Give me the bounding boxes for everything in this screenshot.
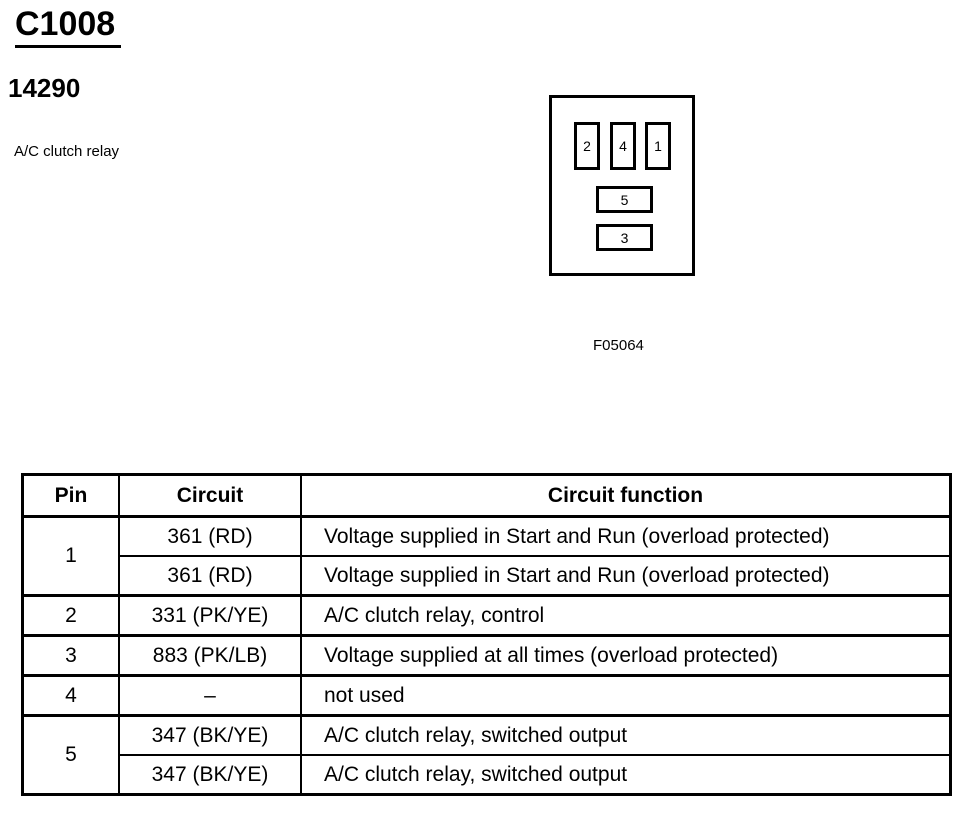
circuit-cell: 331 (PK/YE): [119, 596, 301, 636]
pin-cell: 5: [23, 716, 120, 795]
circuit-cell: 361 (RD): [119, 517, 301, 557]
column-header-pin: Pin: [23, 475, 120, 517]
pinout-table: [21, 473, 952, 796]
pin-cell: 4: [23, 676, 120, 716]
connector-pin-5: 5: [596, 186, 653, 213]
function-cell: Voltage supplied in Start and Run (overload protected): [301, 556, 951, 596]
circuit-cell: –: [119, 676, 301, 716]
circuit-cell: 361 (RD): [119, 556, 301, 596]
pin-cell: 2: [23, 596, 120, 636]
table-row: [23, 716, 951, 756]
connector-pin-2: 2: [574, 122, 600, 170]
connector-pin-3: 3: [596, 224, 653, 251]
pin-cell: 3: [23, 636, 120, 676]
table-row: [23, 517, 951, 557]
column-header-circuit: Circuit: [119, 475, 301, 517]
connector-pin-1: 1: [645, 122, 671, 170]
table-row: [23, 596, 951, 636]
table-row: [23, 676, 951, 716]
column-header-circuit-function: Circuit function: [301, 475, 951, 517]
function-cell: A/C clutch relay, control: [301, 596, 951, 636]
circuit-cell: 347 (BK/YE): [119, 755, 301, 795]
table-row: [23, 755, 951, 795]
function-cell: A/C clutch relay, switched output: [301, 755, 951, 795]
connector-face-diagram: [549, 95, 695, 276]
table-row: [23, 556, 951, 596]
function-cell: not used: [301, 676, 951, 716]
connector-id-underline: [15, 45, 121, 48]
connector-pin-4: 4: [610, 122, 636, 170]
circuit-cell: 883 (PK/LB): [119, 636, 301, 676]
pin-cell: 1: [23, 517, 120, 596]
function-cell: Voltage supplied at all times (overload protected): [301, 636, 951, 676]
part-number: 14290: [8, 73, 81, 103]
figure-id: F05064: [593, 337, 644, 354]
circuit-cell: 347 (BK/YE): [119, 716, 301, 756]
connector-description: A/C clutch relay: [14, 143, 120, 160]
table-header-row: [23, 475, 951, 517]
function-cell: Voltage supplied in Start and Run (overload protected): [301, 517, 951, 557]
table-row: [23, 636, 951, 676]
connector-id: C1008: [15, 5, 116, 43]
function-cell: A/C clutch relay, switched output: [301, 716, 951, 756]
